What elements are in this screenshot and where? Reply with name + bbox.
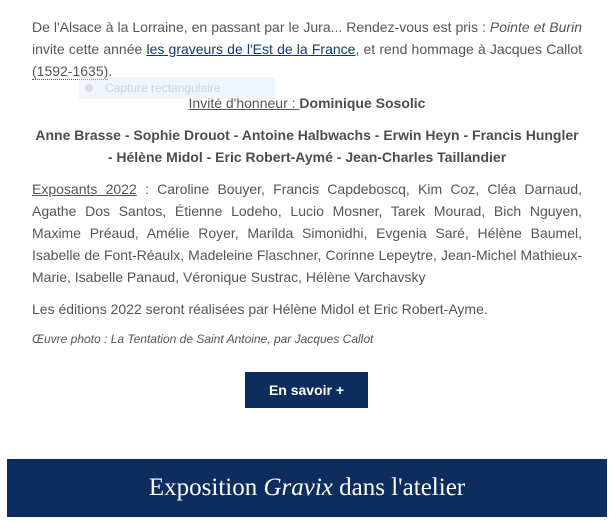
intro-paragraph	[32, 16, 582, 82]
guest-of-honor-colon: :	[291, 95, 300, 111]
featured-artists-line-2: - Hélène Midol - Eric Robert-Aymé - Jean-Charles Taillandier	[107, 149, 507, 165]
exhibitors-list: : Caroline Bouyer, Francis Capdeboscq, Kim Coz, Cléa Darnaud, Agathe Dos Santos, Étienne Lodeho, Lucio Mosner, Tarek Mourad, Bich Nguyen, Maxime Préaud, Amélie Royer, Marilda Simonidhi, Evgenia Saré, Hélène Baumel, Isabelle de Font-Réaulx, Madeleine Flaschner, Corinne Lepeytre, Jean-Michel Mathieux-Marie, Isabelle Panaud, Véronique Sustrac, Hélène Varchavsky	[32, 181, 582, 285]
learn-more-button[interactable]: En savoir +	[245, 372, 368, 408]
guest-of-honor-name: Dominique Sosolic	[299, 95, 426, 111]
intro-text-start: De l'Alsace à la Lorraine, en passant par le Jura... Rendez-vous est pris :	[32, 19, 490, 35]
exhibitors-paragraph	[32, 178, 582, 288]
intro-text-end: .	[108, 63, 113, 79]
banner-text-italic: Gravix	[263, 474, 333, 501]
featured-artists-line-1: Anne Brasse - Sophie Drouot - Antoine Halbwachs - Erwin Heyn - Francis Hungler	[35, 127, 579, 143]
exhibition-banner[interactable]	[7, 459, 607, 517]
newsletter-body	[32, 16, 582, 348]
guest-of-honor-label: Invité d'honneur	[188, 95, 292, 111]
capture-tooltip-label: Capture rectangulaire	[105, 81, 221, 95]
editions-paragraph: Les éditions 2022 seront réalisées par Hélène Midol et Eric Robert-Ayme.	[32, 301, 488, 317]
event-name: Pointe et Burin	[489, 19, 582, 35]
cta-container	[0, 372, 613, 408]
exhibitors-label: Exposants 2022	[32, 181, 137, 197]
guest-of-honor	[32, 92, 582, 114]
banner-text-after: dans l'atelier	[339, 474, 466, 501]
eastern-engravers-link[interactable]: les graveurs de l'Est de la France	[146, 41, 356, 57]
banner-text-before: Exposition	[148, 474, 258, 501]
photo-caption: Œuvre photo : La Tentation de Saint Antoine, par Jacques Callot	[32, 332, 374, 346]
callot-dates: (1592-1635)	[32, 63, 109, 79]
intro-text-after-link: , et rend hommage à Jacques Callot	[355, 41, 583, 57]
featured-artists	[32, 124, 582, 168]
intro-text-mid: invite cette année	[32, 41, 147, 57]
